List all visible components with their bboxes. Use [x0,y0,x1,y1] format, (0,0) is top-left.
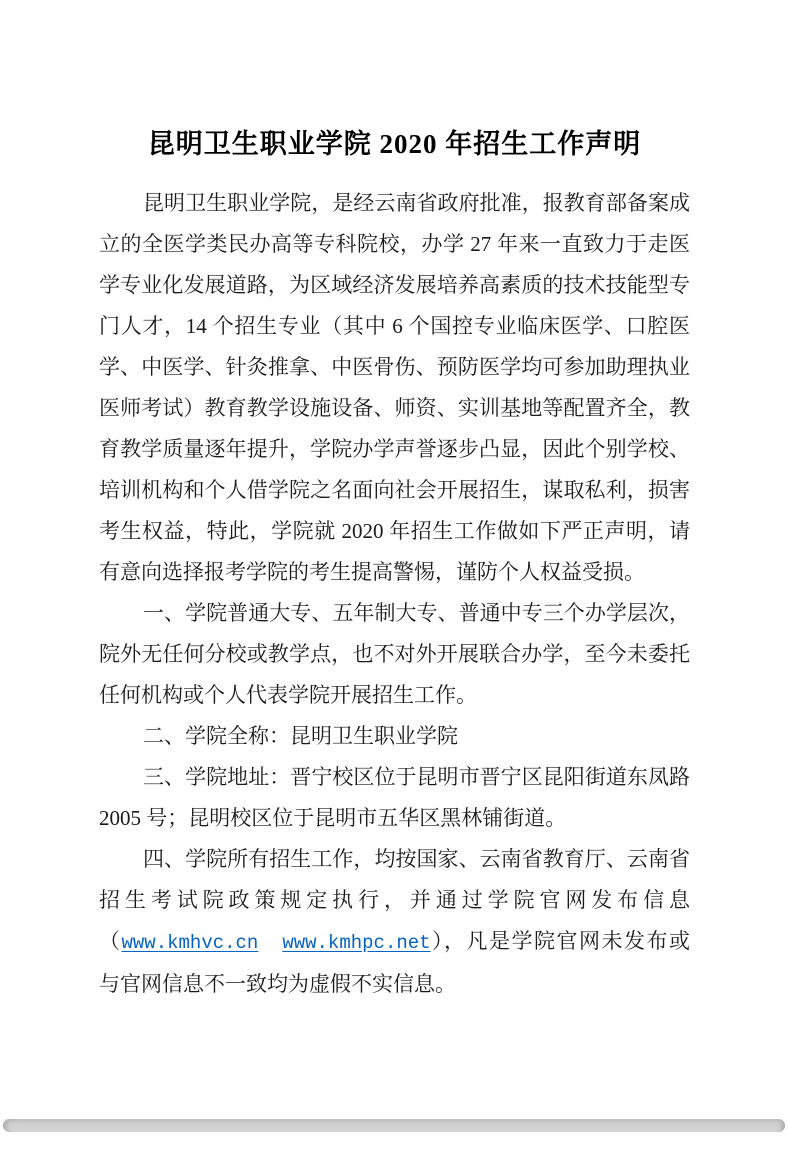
document-body [99,124,690,1005]
paragraph-item-4-text-after: ），凡是学院官网未发布或与官网信息不一致均为虚假不实信息。 [99,929,691,996]
website-link-kmhpc[interactable]: www.kmhpc.net [282,932,431,954]
page-break-separator [3,1119,785,1132]
paragraph-item-2: 二、学院全称：昆明卫生职业学院 [143,724,458,748]
website-link-kmhvc[interactable]: www.kmhvc.cn [121,932,259,954]
paragraph-item-1: 一、学院普通大专、五年制大专、普通中专三个办学层次，院外无任何分校或教学点，也不对外开展联合办学，至今未委托任何机构或个人代表学院开展招生工作。 [99,601,690,707]
paragraph-intro: 昆明卫生职业学院，是经云南省政府批准，报教育部备案成立的全医学类民办高等专科院校，办学 27 年来一直致力于走医学专业化发展道路，为区域经济发展培养高素质的技术技能型专门人才，14 个招生专业（其中 6 个国控专业临床医学、口腔医学、中医学、针灸推拿、中医骨伤、预防医学均可参加助理执业医师考试）教育教学设施设备、师资、实训基地等配置齐全，教育教学质量逐年提升，学院办学声誉逐步凸显，因此个别学校、培训机构和个人借学院之名面向社会开展招生，谋取私利，损害考生权益，特此，学院就 2020 年招生工作做如下严正声明，请有意向选择报考学院的考生提高警惕，谨防个人权益受损。 [99,191,690,584]
paragraph-item-3: 三、学院地址：晋宁校区位于昆明市晋宁区昆阳街道东凤路 2005 号；昆明校区位于昆明市五华区黑林铺街道。 [99,765,690,830]
paragraph-item-4-text-before: 四、学院所有招生工作，均按国家、云南省教育厅、云南省招生考试院政策规定执行，并通过学院官网发布信息（ [99,847,690,953]
paragraph-item-4 [99,839,690,1005]
page-title: 昆明卫生职业学院 2020 年招生工作声明 [147,129,642,159]
